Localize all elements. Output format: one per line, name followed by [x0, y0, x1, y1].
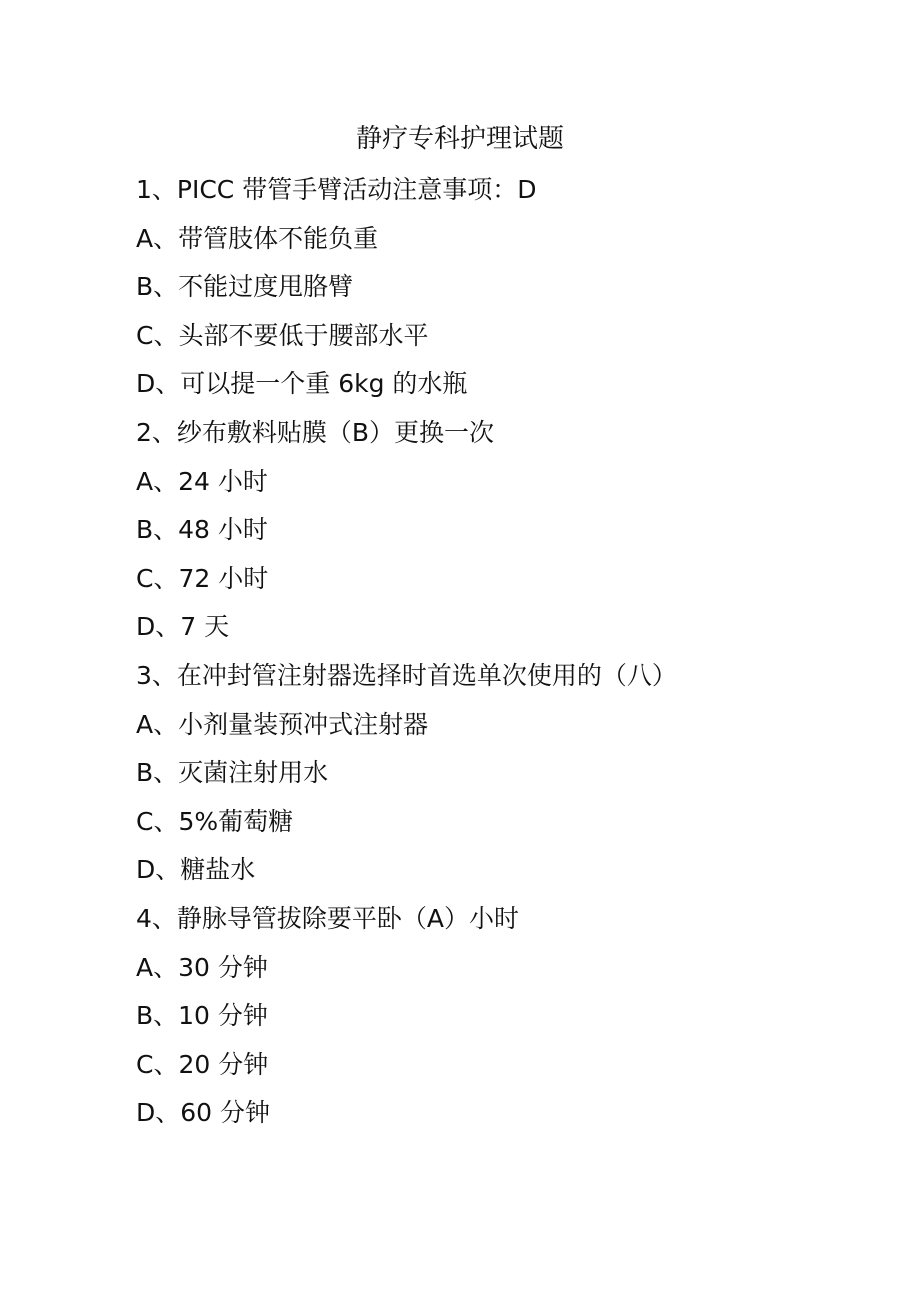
question-1-option-d: D、可以提一个重 6kg 的水瓶: [136, 369, 468, 399]
question-2-option-c: C、72 小时: [136, 563, 269, 593]
question-3-option-a: A、小剂量装预冲式注射器: [136, 709, 429, 739]
question-3-stem: 3、在冲封管注射器选择时首选单次使用的（八）: [136, 660, 677, 690]
question-4-stem: 4、静脉导管拔除要平卧（A）小时: [136, 903, 520, 933]
question-2-option-b: B、48 小时: [136, 515, 268, 545]
question-1-option-a: A、带管肢体不能负重: [136, 223, 379, 253]
question-4-option-c: C、20 分钟: [136, 1049, 269, 1079]
question-list: [136, 166, 677, 1138]
document-title: 静疗专科护理试题: [355, 124, 564, 154]
question-4-option-d: D、60 分钟: [136, 1098, 271, 1128]
question-1-option-c: C、头部不要低于腰部水平: [136, 320, 429, 350]
question-2-stem: 2、纱布敷料贴膜（B）更换一次: [136, 417, 495, 447]
question-2-option-a: A、24 小时: [136, 466, 268, 496]
question-4-option-b: B、10 分钟: [136, 1001, 268, 1031]
question-3-option-b: B、灭菌注射用水: [136, 758, 329, 788]
question-1-option-b: B、不能过度甩胳臂: [136, 272, 354, 302]
question-3-option-c: C、5%葡萄糖: [136, 806, 294, 836]
question-4-option-a: A、30 分钟: [136, 952, 268, 982]
question-2-option-d: D、7 天: [136, 612, 230, 642]
question-3-option-d: D、糖盐水: [136, 855, 256, 885]
question-1-stem: 1、PICC 带管手臂活动注意事项：D: [136, 175, 537, 204]
